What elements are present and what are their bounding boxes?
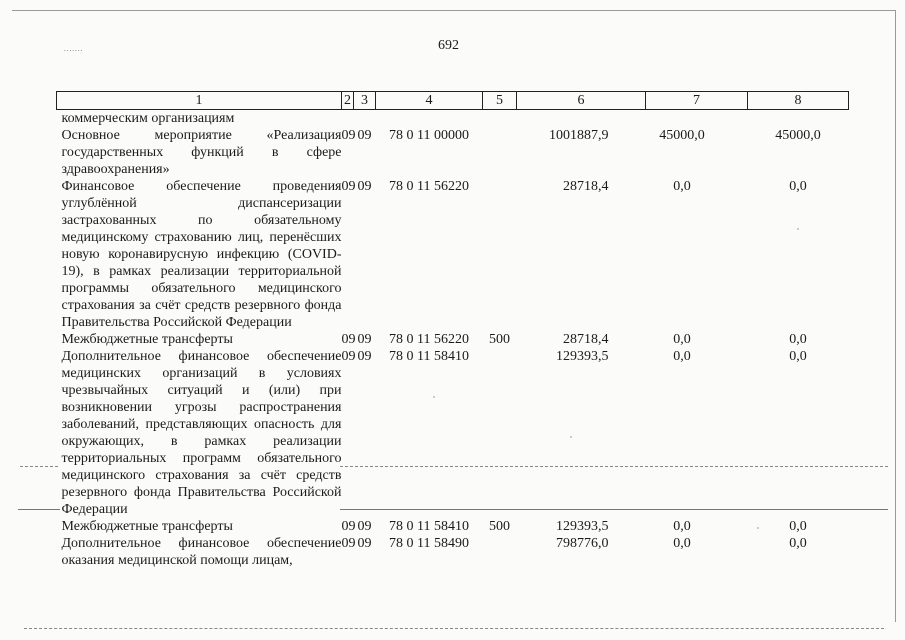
row-name: Межбюджетные трансферты	[61, 332, 233, 347]
scan-artifact-line	[18, 509, 60, 510]
table-header-row	[57, 92, 849, 110]
row-amount-1: 28718,4	[563, 332, 609, 347]
table-row	[57, 535, 849, 569]
header-col-5: 5	[483, 92, 517, 110]
row-expense-type	[483, 178, 517, 331]
header-col-7: 7	[646, 92, 748, 110]
row-amount-2: 0,0	[673, 332, 691, 347]
row-amount-1	[517, 110, 646, 128]
scan-artifact-line	[20, 466, 58, 468]
row-expense-type	[483, 127, 517, 178]
header-col-3: 3	[354, 92, 376, 110]
row-subsection: 09	[357, 332, 372, 347]
row-subsection: 09	[357, 349, 372, 364]
budget-table	[56, 91, 849, 569]
scan-mark: .......	[64, 45, 84, 53]
page-number: 692	[438, 38, 459, 53]
scan-artifact-speck	[797, 228, 799, 230]
row-target-code: 78 0 11 58490	[389, 536, 469, 551]
scan-artifact-speck	[433, 396, 435, 398]
row-amount-3: 0,0	[789, 332, 807, 347]
row-amount-2: 0,0	[673, 519, 691, 534]
row-amount-2: 45000,0	[659, 128, 705, 143]
row-amount-3	[748, 110, 849, 128]
row-expense-type	[483, 110, 517, 128]
row-amount-3: 0,0	[789, 519, 807, 534]
row-amount-3: 0,0	[789, 179, 807, 194]
row-subsection: 09	[357, 128, 372, 143]
page-border-right	[895, 10, 896, 622]
row-name: Дополнительное финансовое обеспечение медицинских организаций в условиях чрезвычайных ситуаций и (или) при возникновении угрозы распространения заболеваний, представляющих опасность для окружающих, в рамках реализации территориальных программ обязательного медицинского страхования за счёт средств резервного фонда Правительства Российской Федерации	[61, 349, 342, 517]
row-amount-3: 0,0	[789, 349, 807, 364]
row-section: 09	[341, 519, 356, 534]
table-row	[57, 518, 849, 535]
row-amount-3: 45000,0	[775, 128, 821, 143]
row-subsection	[354, 110, 376, 128]
row-target-code	[376, 110, 483, 128]
scan-artifact-speck	[570, 436, 572, 438]
row-amount-2	[646, 110, 748, 128]
row-name: Межбюджетные трансферты	[61, 519, 233, 534]
table-row	[57, 331, 849, 348]
row-amount-2: 0,0	[673, 536, 691, 551]
header-col-1: 1	[57, 92, 342, 110]
row-expense-type	[483, 535, 517, 569]
scan-artifact-line	[340, 466, 888, 468]
row-amount-1: 1001887,9	[549, 128, 609, 143]
row-name: коммерческим организациям	[61, 111, 235, 126]
header-col-2: 2	[342, 92, 354, 110]
row-target-code: 78 0 11 58410	[389, 349, 469, 364]
row-section: 09	[341, 128, 356, 143]
table-row	[57, 348, 849, 518]
row-expense-type: 500	[489, 332, 510, 347]
row-target-code: 78 0 11 56220	[389, 332, 469, 347]
header-col-4: 4	[376, 92, 483, 110]
row-section: 09	[341, 536, 356, 551]
row-section: 09	[341, 349, 356, 364]
row-amount-1: 129393,5	[556, 519, 609, 534]
row-amount-1: 129393,5	[556, 349, 609, 364]
row-expense-type: 500	[489, 519, 510, 534]
row-section: 09	[341, 332, 356, 347]
row-amount-1: 798776,0	[556, 536, 609, 551]
row-subsection: 09	[357, 179, 372, 194]
row-amount-1: 28718,4	[563, 179, 609, 194]
row-target-code: 78 0 11 56220	[389, 179, 469, 194]
row-target-code: 78 0 11 58410	[389, 519, 469, 534]
table-row	[57, 110, 849, 128]
row-amount-3: 0,0	[789, 536, 807, 551]
row-subsection: 09	[357, 519, 372, 534]
row-name: Финансовое обеспечение проведения углублённой диспансеризации застрахованных по обязательному медицинскому страхованию лиц, перенёсших новую коронавирусную инфекцию (COVID-19), в рамках реализации территориальной программы обязательного медицинского страхования за счёт средств резервного фонда Правительства Российской Федерации	[61, 179, 342, 330]
table-row	[57, 178, 849, 331]
row-name: Дополнительное финансовое обеспечение оказания медицинской помощи лицам,	[61, 536, 342, 568]
row-expense-type	[483, 348, 517, 518]
scan-artifact-line	[24, 628, 884, 630]
row-name: Основное мероприятие «Реализация государственных функций в сфере здравоохранения»	[61, 128, 342, 177]
row-subsection: 09	[357, 536, 372, 551]
row-target-code: 78 0 11 00000	[389, 128, 469, 143]
row-amount-2: 0,0	[673, 179, 691, 194]
scan-artifact-line	[340, 509, 888, 510]
header-col-8: 8	[748, 92, 849, 110]
row-section	[342, 110, 354, 128]
scan-artifact-speck	[757, 527, 759, 529]
header-col-6: 6	[517, 92, 646, 110]
table-row	[57, 127, 849, 178]
row-section: 09	[341, 179, 356, 194]
page-border-top	[12, 10, 896, 11]
row-amount-2: 0,0	[673, 349, 691, 364]
